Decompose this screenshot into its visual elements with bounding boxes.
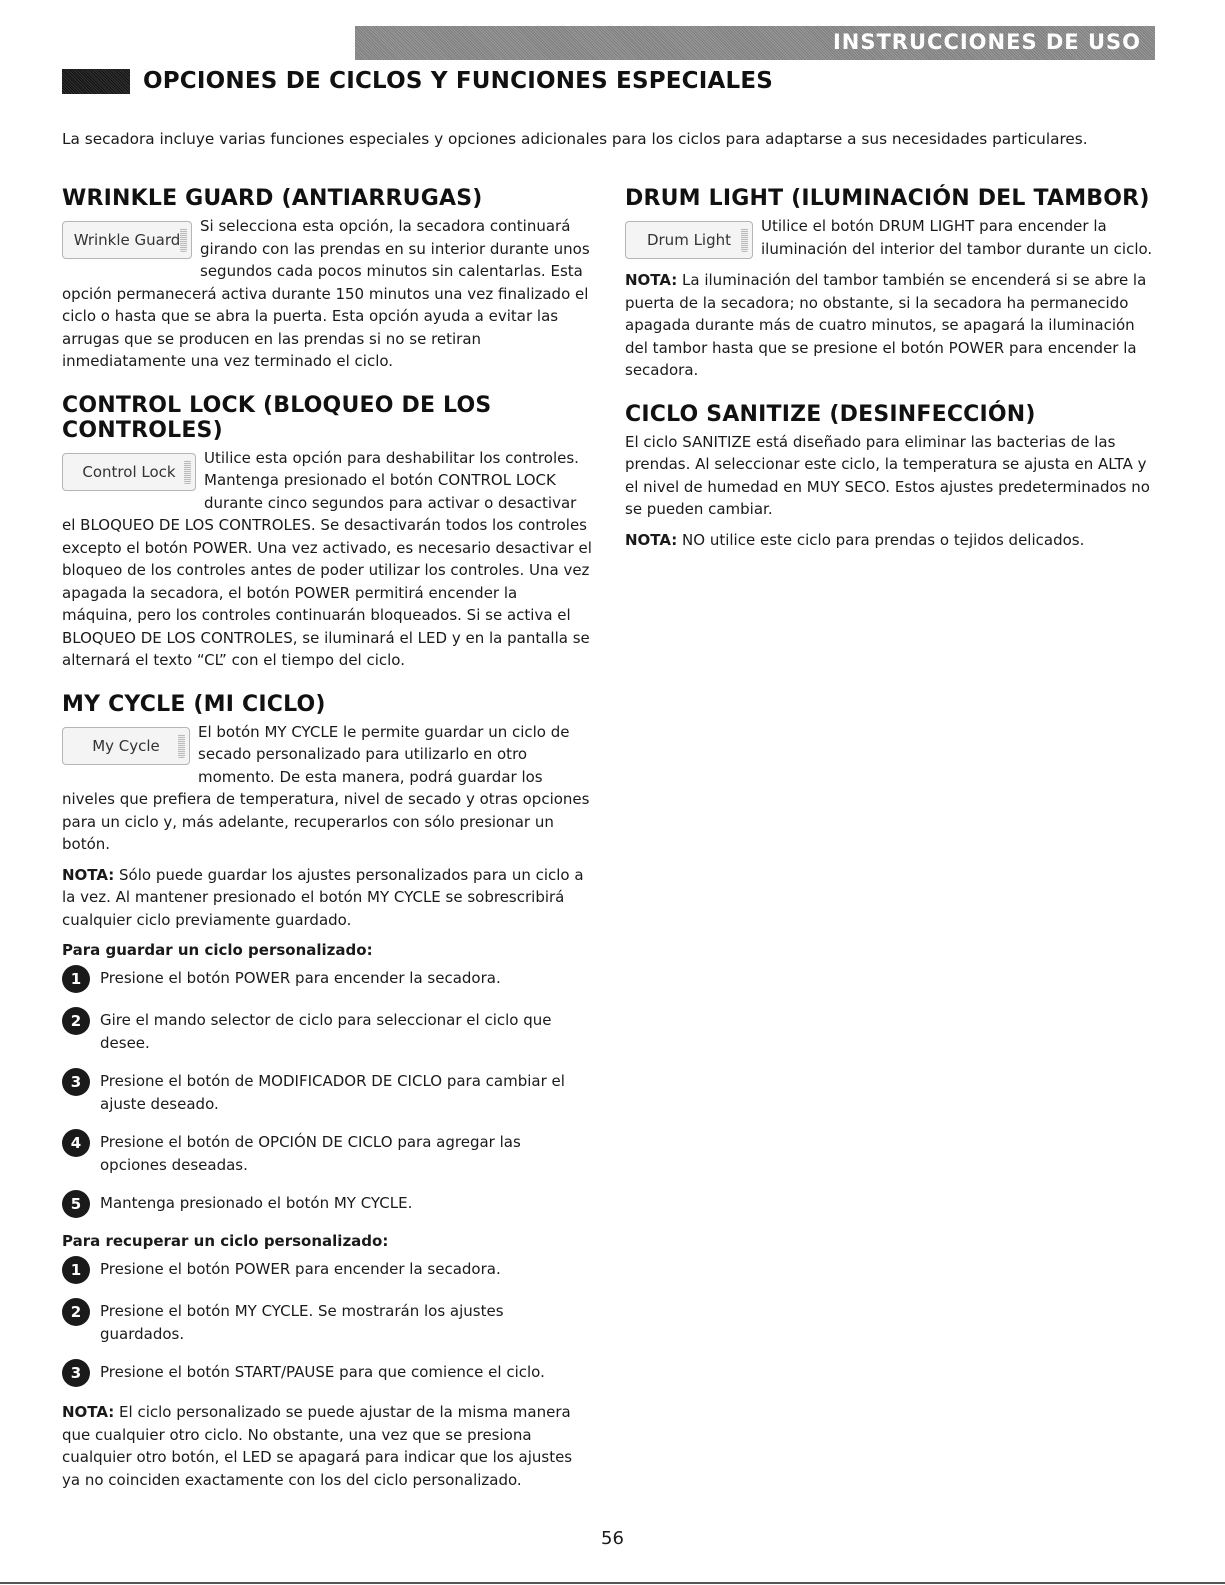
my-cycle-button-label: My Cycle	[92, 736, 160, 755]
save-step	[62, 1007, 592, 1054]
step-number-icon: 1	[62, 965, 90, 993]
wrinkle-guard-button-image	[62, 221, 192, 259]
step-text: Presione el botón de OPCIÓN DE CICLO para agregar las opciones deseadas.	[100, 1133, 521, 1174]
drum-light-heading: DRUM LIGHT (ILUMINACIÓN DEL TAMBOR)	[625, 186, 1150, 211]
note-text: La iluminación del tambor también se encenderá si se abre la puerta de la secadora; no obstante, si la secadora ha permanecido apagada durante más de cuatro minutos, se apagará la iluminación del tambor hasta que se presione el botón POWER para encender la secadora.	[625, 271, 1147, 379]
control-lock-section	[62, 393, 592, 672]
sanitize-note	[625, 529, 1155, 552]
wrinkle-guard-section	[62, 186, 592, 373]
title-marker	[62, 69, 130, 94]
note-label: NOTA:	[625, 530, 678, 549]
note-label: NOTA:	[62, 865, 115, 884]
step-text: Gire el mando selector de ciclo para seleccionar el ciclo que desee.	[100, 1011, 552, 1052]
drum-light-text: Utilice el botón DRUM LIGHT para encender la iluminación del interior del tambor durante un ciclo.	[761, 217, 1153, 258]
bottom-rule	[0, 1582, 1225, 1584]
control-lock-text: Utilice esta opción para deshabilitar los controles. Mantenga presionado el botón CONTROL LOCK durante cinco segundos para activar o desactivar el BLOQUEO DE LOS CONTROLES. Se desactivarán todos los controles excepto el botón POWER. Una vez activado, es necesario desactivar el bloqueo de los controles antes de poder utilizar los controles. Una vez apagada la secadora, el botón POWER permitirá encender la máquina, pero los controles continuarán bloqueados. Si se activa el BLOQUEO DE LOS CONTROLES, se iluminará el LED y en la pantalla se alternará el texto “CL” con el tiempo del ciclo.	[62, 448, 592, 669]
step-text: Presione el botón POWER para encender la secadora.	[100, 1260, 501, 1278]
my-cycle-section	[62, 692, 592, 1492]
note-label: NOTA:	[625, 271, 678, 289]
step-text: Mantenga presionado el botón MY CYCLE.	[100, 1194, 413, 1212]
note-label: NOTA:	[62, 1403, 115, 1421]
save-cycle-heading: Para guardar un ciclo personalizado:	[62, 941, 373, 959]
wrinkle-guard-button-label: Wrinkle Guard	[73, 231, 181, 249]
step-text: Presione el botón POWER para encender la secadora.	[100, 969, 501, 987]
control-lock-heading: CONTROL LOCK (BLOQUEO DE LOS CONTROLES)	[62, 392, 492, 443]
recall-step	[62, 1359, 592, 1387]
control-lock-button-image	[62, 453, 196, 491]
wrinkle-guard-text: Si selecciona esta opción, la secadora continuará girando con las prendas en su interior durante unos segundos cada pocos minutos sin calentarlas. Esta opción permanecerá activa durante 150 minutos una vez finalizado el ciclo o hasta que se abra la puerta. Esta opción ayuda a evitar las arrugas que se producen en las prendas si no se retiran inmediatamente una vez terminado el ciclo.	[62, 217, 590, 370]
step-number-icon: 3	[62, 1068, 90, 1096]
right-column	[625, 186, 1155, 571]
drum-light-section	[625, 186, 1155, 382]
recall-steps-list	[62, 1256, 592, 1387]
recall-step	[62, 1256, 592, 1284]
intro-text: La secadora incluye varias funciones especiales y opciones adicionales para los ciclos para adaptarse a sus necesidades particulares.	[62, 130, 1088, 148]
my-cycle-final-note	[62, 1401, 592, 1491]
step-number-icon: 2	[62, 1007, 90, 1035]
save-step	[62, 1129, 592, 1176]
header-label: INSTRUCCIONES DE USO	[832, 30, 1141, 54]
step-text: Presione el botón MY CYCLE. Se mostrarán los ajustes guardados.	[100, 1302, 504, 1343]
drum-light-note	[625, 269, 1155, 382]
sanitize-section	[625, 402, 1155, 552]
sanitize-heading: CICLO SANITIZE (DESINFECCIÓN)	[625, 401, 1036, 427]
control-lock-button-label: Control Lock	[82, 462, 176, 481]
note-text: Sólo puede guardar los ajustes personalizados para un ciclo a la vez. Al mantener presionado el botón MY CYCLE se sobrescribirá cualquier ciclo previamente guardado.	[62, 865, 584, 929]
my-cycle-heading: MY CYCLE (MI CICLO)	[62, 691, 326, 717]
step-number-icon: 3	[62, 1359, 90, 1387]
left-column	[62, 186, 592, 1511]
step-text: Presione el botón de MODIFICADOR DE CICLO para cambiar el ajuste deseado.	[100, 1072, 565, 1113]
step-number-icon: 4	[62, 1129, 90, 1157]
drum-light-button-image	[625, 221, 753, 259]
save-step	[62, 1068, 592, 1115]
recall-step	[62, 1298, 592, 1345]
my-cycle-text: El botón MY CYCLE le permite guardar un ciclo de secado personalizado para utilizarlo en otro momento. De esta manera, podrá guardar los niveles que prefiera de temperatura, nivel de secado y otras opciones para un ciclo y, más adelante, recuperarlos con sólo presionar un botón.	[62, 722, 590, 853]
page-number: 56	[601, 1528, 624, 1549]
step-text: Presione el botón START/PAUSE para que comience el ciclo.	[100, 1363, 545, 1381]
recall-cycle-heading: Para recuperar un ciclo personalizado:	[62, 1232, 389, 1250]
drum-light-button-label: Drum Light	[646, 231, 732, 249]
my-cycle-button-image	[62, 727, 190, 765]
page-title-text: OPCIONES DE CICLOS Y FUNCIONES ESPECIALES	[143, 68, 774, 94]
page-title	[62, 68, 773, 94]
step-number-icon: 2	[62, 1298, 90, 1326]
step-number-icon: 1	[62, 1256, 90, 1284]
note-text: NO utilice este ciclo para prendas o tejidos delicados.	[677, 530, 1085, 549]
note-text: El ciclo personalizado se puede ajustar de la misma manera que cualquier otro ciclo. No obstante, una vez que se presiona cualquier otro botón, el LED se apagará para indicar que los ajustes ya no coinciden exactamente con los del ciclo personalizado.	[62, 1403, 573, 1489]
wrinkle-guard-heading: WRINKLE GUARD (ANTIARRUGAS)	[62, 186, 483, 211]
save-steps-list	[62, 965, 592, 1218]
sanitize-text: El ciclo SANITIZE está diseñado para eliminar las bacterias de las prendas. Al seleccionar este ciclo, la temperatura se ajusta en ALTA y el nivel de humedad en MUY SECO. Estos ajustes predeterminados no se pueden cambiar.	[625, 432, 1150, 518]
step-number-icon: 5	[62, 1190, 90, 1218]
save-step	[62, 965, 592, 993]
header-band	[355, 26, 1155, 60]
my-cycle-note	[62, 864, 592, 932]
save-step	[62, 1190, 592, 1218]
